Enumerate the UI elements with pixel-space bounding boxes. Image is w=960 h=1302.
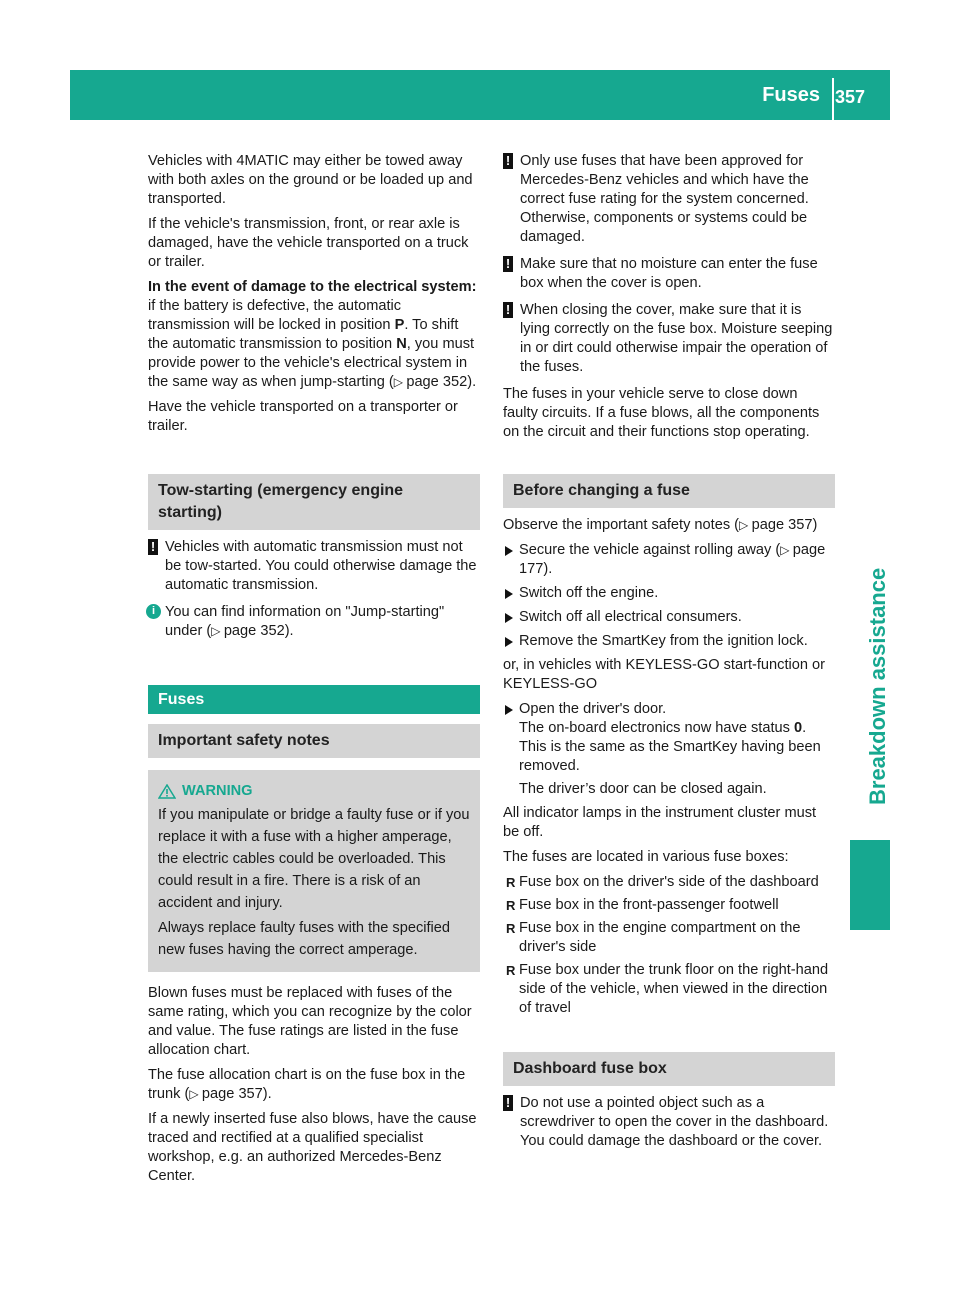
right-column <box>503 152 835 1159</box>
caution-note: ! When closing the cover, make sure that it is lying correctly on the fuse box. Moisture seeping in or dirt could otherwise impair the operation of the fuses. <box>503 301 835 377</box>
paragraph: All indicator lamps in the instrument cluster must be off. <box>503 805 817 840</box>
safety-notes-heading: Important safety notes <box>148 724 480 758</box>
warning-triangle-icon <box>158 784 176 799</box>
step-arrow-icon <box>505 613 513 623</box>
bullet-icon: R <box>506 921 516 936</box>
warning-title: WARNING <box>158 780 470 802</box>
list-item: R Fuse box under the trunk floor on the right-hand side of the vehicle, when viewed in the direction of travel <box>506 962 829 1016</box>
list-item: R Fuse box in the front-passenger footwell <box>506 897 779 913</box>
bullet-icon: R <box>506 898 516 913</box>
tow-starting-heading: Tow-starting (emergency engine starting) <box>148 474 480 530</box>
page-ref-link[interactable]: page 352 <box>406 374 468 390</box>
step-item: Open the driver's door. The on-board electronics now have status 0. This is the same as the SmartKey having been removed. The driver’s door can be closed again. <box>503 700 835 799</box>
paragraph: The fuse allocation chart is on the fuse box in the trunk (▷ page 357). <box>148 1067 466 1102</box>
step-arrow-icon <box>505 705 513 715</box>
warning-text: Always replace faulty fuses with the specified new fuses having the correct amperage. <box>158 920 451 958</box>
step-arrow-icon <box>505 637 513 647</box>
caution-note: ! Vehicles with automatic transmission must not be tow-started. You could otherwise damage the automatic transmission. <box>148 538 480 595</box>
page-ref-link[interactable]: page 177 <box>519 542 826 577</box>
page-ref-link[interactable]: page 357 <box>201 1086 263 1102</box>
bullet-icon: R <box>506 963 516 978</box>
paragraph: The fuses are located in various fuse boxes: <box>503 849 789 865</box>
paragraph: or, in vehicles with KEYLESS-GO start-function or KEYLESS-GO <box>503 657 826 692</box>
warning-text: If you manipulate or bridge a faulty fuse or if you replace it with a fuse with a higher amperage, the electric cables could be overloaded. This could result in a fire. There is a risk of an accident and injury. <box>158 807 470 911</box>
before-changing-heading: Before changing a fuse <box>503 474 835 508</box>
exclamation-icon: ! <box>148 539 158 555</box>
warning-box <box>148 770 480 972</box>
position-p: P <box>394 317 405 333</box>
paragraph: If a newly inserted fuse also blows, have the cause traced and rectified at a qualified specialist workshop, e.g. an authorized Mercedes-Benz Center. <box>148 1111 477 1184</box>
page-header <box>70 70 890 120</box>
info-icon: i <box>146 604 161 619</box>
exclamation-icon: ! <box>503 1095 513 1111</box>
page-ref-arrow-icon: ▷ <box>189 1087 202 1101</box>
bullet-icon: R <box>506 875 516 890</box>
fuses-heading: Fuses <box>148 685 480 714</box>
step-item: Switch off the engine. <box>503 584 835 603</box>
caution-note: ! Make sure that no moisture can enter the fuse box when the cover is open. <box>503 255 835 293</box>
page-number: 357 <box>835 87 866 107</box>
left-column <box>148 152 480 1192</box>
page-ref-link[interactable]: page 352 <box>223 623 285 639</box>
section-title: Fuses <box>762 84 820 106</box>
info-note: i You can find information on "Jump-starting" under (▷ page 352). <box>148 603 480 641</box>
page-ref-arrow-icon: ▷ <box>739 518 752 532</box>
paragraph: Blown fuses must be replaced with fuses of the same rating, which you can recognize by the color and value. The fuse ratings are listed in the fuse allocation chart. <box>148 985 472 1058</box>
list-item: R Fuse box on the driver's side of the dashboard <box>506 874 819 890</box>
side-tab-label: Breakdown assistance <box>865 567 890 805</box>
exclamation-icon: ! <box>503 153 513 169</box>
paragraph: Observe the important safety notes (▷ page 357) <box>503 517 818 533</box>
header-divider <box>832 78 834 120</box>
position-n: N <box>396 336 407 352</box>
page-ref-link[interactable]: page 357 <box>751 517 813 533</box>
step-item: Switch off all electrical consumers. <box>503 608 835 627</box>
dashboard-fuse-box-heading: Dashboard fuse box <box>503 1052 835 1086</box>
inline-heading: In the event of damage to the electrical system: <box>148 279 477 295</box>
caution-note: ! Do not use a pointed object such as a screwdriver to open the cover in the dashboard. You could damage the dashboard or the cover. <box>503 1094 835 1151</box>
step-item: Remove the SmartKey from the ignition lock. <box>503 632 835 651</box>
page-ref-arrow-icon: ▷ <box>393 375 407 389</box>
list-item: R Fuse box in the engine compartment on the driver's side <box>506 920 801 955</box>
page-ref-arrow-icon: ▷ <box>780 543 793 557</box>
caution-note: ! Only use fuses that have been approved for Mercedes-Benz vehicles and which have the correct fuse rating for the system concerned. Otherwise, components or systems could be damaged. <box>503 152 835 247</box>
paragraph: If the vehicle's transmission, front, or rear axle is damaged, have the vehicle transported on a truck or trailer. <box>148 216 469 270</box>
paragraph: The fuses in your vehicle serve to close down faulty circuits. If a fuse blows, all the components on the circuit and their functions stop operating. <box>503 386 820 440</box>
paragraph: Have the vehicle transported on a transporter or trailer. <box>148 399 458 434</box>
side-tab-block <box>850 840 890 930</box>
side-tab <box>838 560 898 810</box>
step-arrow-icon <box>505 589 513 599</box>
page-ref-arrow-icon: ▷ <box>211 624 224 638</box>
status-value: 0 <box>794 720 803 736</box>
exclamation-icon: ! <box>503 256 513 272</box>
exclamation-icon: ! <box>503 302 513 318</box>
step-arrow-icon <box>505 546 513 556</box>
paragraph: In the event of damage to the electrical system: if the battery is defective, the automatic transmission will be locked in position P. To shift the automatic transmission to position N, you must provide power to the vehicle's electrical system in the same way as when jump-starting (▷ page 352). <box>148 279 477 390</box>
paragraph: Vehicles with 4MATIC may either be towed away with both axles on the ground or be loaded up and transported. <box>148 153 473 207</box>
step-item: Secure the vehicle against rolling away (▷ page 177). <box>503 541 835 579</box>
